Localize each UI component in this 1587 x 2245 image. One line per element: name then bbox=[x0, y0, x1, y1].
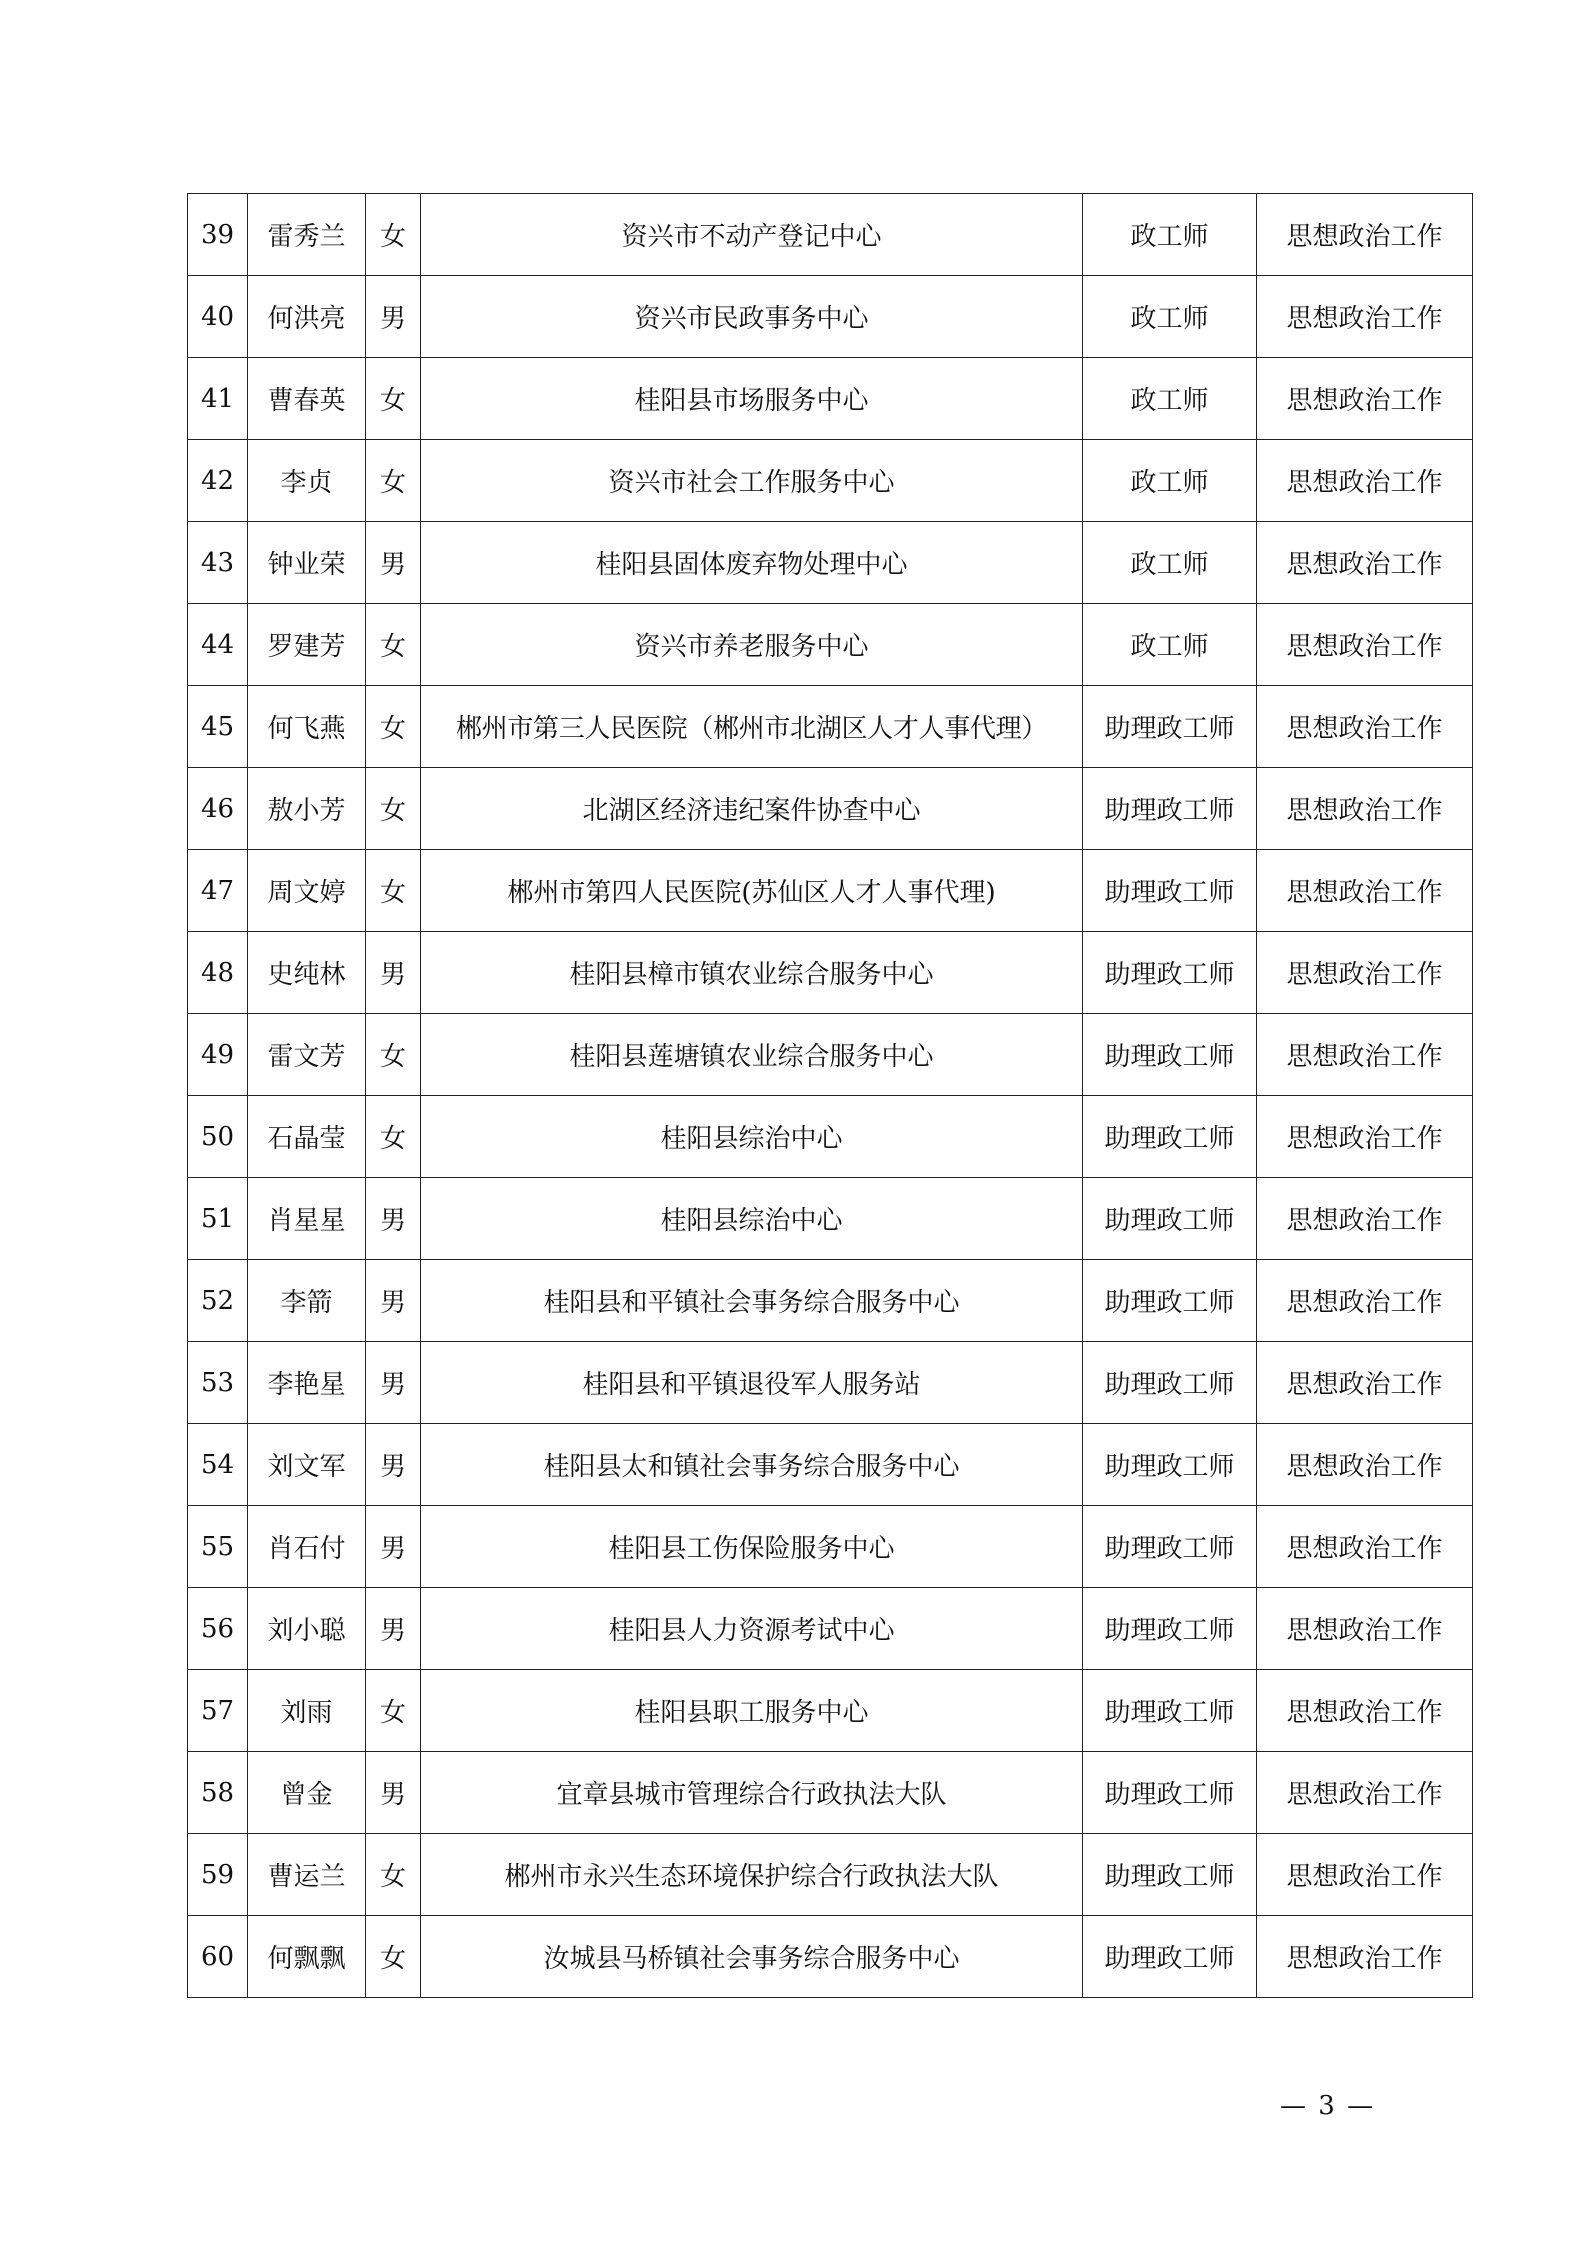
row-number-cell: 56 bbox=[188, 1588, 248, 1670]
field-cell: 思想政治工作 bbox=[1257, 1916, 1473, 1998]
sex-cell: 女 bbox=[366, 440, 421, 522]
name-cell: 钟业荣 bbox=[248, 522, 366, 604]
unit-cell: 资兴市养老服务中心 bbox=[421, 604, 1083, 686]
title-cell: 助理政工师 bbox=[1083, 932, 1257, 1014]
unit-cell: 资兴市民政事务中心 bbox=[421, 276, 1083, 358]
sex-cell: 男 bbox=[366, 1506, 421, 1588]
name-cell: 敖小芳 bbox=[248, 768, 366, 850]
row-number-cell: 55 bbox=[188, 1506, 248, 1588]
field-cell: 思想政治工作 bbox=[1257, 1670, 1473, 1752]
row-number-cell: 48 bbox=[188, 932, 248, 1014]
sex-cell: 男 bbox=[366, 276, 421, 358]
table-row bbox=[188, 604, 1473, 686]
title-cell: 政工师 bbox=[1083, 604, 1257, 686]
title-cell: 助理政工师 bbox=[1083, 1342, 1257, 1424]
name-cell: 曹运兰 bbox=[248, 1834, 366, 1916]
title-cell: 政工师 bbox=[1083, 194, 1257, 276]
sex-cell: 女 bbox=[366, 1014, 421, 1096]
table-row bbox=[188, 194, 1473, 276]
name-cell: 李贞 bbox=[248, 440, 366, 522]
field-cell: 思想政治工作 bbox=[1257, 1014, 1473, 1096]
sex-cell: 男 bbox=[366, 522, 421, 604]
field-cell: 思想政治工作 bbox=[1257, 358, 1473, 440]
title-cell: 政工师 bbox=[1083, 276, 1257, 358]
row-number-cell: 45 bbox=[188, 686, 248, 768]
field-cell: 思想政治工作 bbox=[1257, 1752, 1473, 1834]
row-number-cell: 43 bbox=[188, 522, 248, 604]
title-cell: 政工师 bbox=[1083, 358, 1257, 440]
name-cell: 曾金 bbox=[248, 1752, 366, 1834]
field-cell: 思想政治工作 bbox=[1257, 1506, 1473, 1588]
sex-cell: 女 bbox=[366, 604, 421, 686]
field-cell: 思想政治工作 bbox=[1257, 522, 1473, 604]
table-row bbox=[188, 850, 1473, 932]
unit-cell: 郴州市第四人民医院(苏仙区人才人事代理) bbox=[421, 850, 1083, 932]
title-cell: 助理政工师 bbox=[1083, 1588, 1257, 1670]
sex-cell: 女 bbox=[366, 1096, 421, 1178]
table-row bbox=[188, 1670, 1473, 1752]
row-number-cell: 46 bbox=[188, 768, 248, 850]
table-row bbox=[188, 1834, 1473, 1916]
table-row bbox=[188, 1342, 1473, 1424]
unit-cell: 宜章县城市管理综合行政执法大队 bbox=[421, 1752, 1083, 1834]
title-cell: 助理政工师 bbox=[1083, 1834, 1257, 1916]
row-number-cell: 59 bbox=[188, 1834, 248, 1916]
unit-cell: 桂阳县莲塘镇农业综合服务中心 bbox=[421, 1014, 1083, 1096]
title-cell: 助理政工师 bbox=[1083, 1014, 1257, 1096]
name-cell: 石晶莹 bbox=[248, 1096, 366, 1178]
name-cell: 刘小聪 bbox=[248, 1588, 366, 1670]
row-number-cell: 42 bbox=[188, 440, 248, 522]
table-row bbox=[188, 276, 1473, 358]
field-cell: 思想政治工作 bbox=[1257, 686, 1473, 768]
unit-cell: 郴州市第三人民医院（郴州市北湖区人才人事代理） bbox=[421, 686, 1083, 768]
unit-cell: 郴州市永兴生态环境保护综合行政执法大队 bbox=[421, 1834, 1083, 1916]
field-cell: 思想政治工作 bbox=[1257, 1834, 1473, 1916]
title-cell: 助理政工师 bbox=[1083, 1424, 1257, 1506]
title-cell: 助理政工师 bbox=[1083, 1670, 1257, 1752]
sex-cell: 男 bbox=[366, 1588, 421, 1670]
field-cell: 思想政治工作 bbox=[1257, 440, 1473, 522]
sex-cell: 女 bbox=[366, 358, 421, 440]
sex-cell: 男 bbox=[366, 1342, 421, 1424]
title-cell: 助理政工师 bbox=[1083, 1916, 1257, 1998]
unit-cell: 桂阳县樟市镇农业综合服务中心 bbox=[421, 932, 1083, 1014]
unit-cell: 桂阳县固体废弃物处理中心 bbox=[421, 522, 1083, 604]
title-cell: 助理政工师 bbox=[1083, 1096, 1257, 1178]
name-cell: 周文婷 bbox=[248, 850, 366, 932]
sex-cell: 男 bbox=[366, 1752, 421, 1834]
name-cell: 雷秀兰 bbox=[248, 194, 366, 276]
name-cell: 刘雨 bbox=[248, 1670, 366, 1752]
title-cell: 助理政工师 bbox=[1083, 686, 1257, 768]
table-row bbox=[188, 1588, 1473, 1670]
row-number-cell: 50 bbox=[188, 1096, 248, 1178]
unit-cell: 桂阳县市场服务中心 bbox=[421, 358, 1083, 440]
sex-cell: 女 bbox=[366, 1670, 421, 1752]
name-cell: 罗建芳 bbox=[248, 604, 366, 686]
sex-cell: 男 bbox=[366, 1260, 421, 1342]
table-row bbox=[188, 1014, 1473, 1096]
name-cell: 李箭 bbox=[248, 1260, 366, 1342]
name-cell: 肖石付 bbox=[248, 1506, 366, 1588]
sex-cell: 男 bbox=[366, 932, 421, 1014]
title-cell: 政工师 bbox=[1083, 440, 1257, 522]
unit-cell: 桂阳县工伤保险服务中心 bbox=[421, 1506, 1083, 1588]
table-row bbox=[188, 768, 1473, 850]
unit-cell: 汝城县马桥镇社会事务综合服务中心 bbox=[421, 1916, 1083, 1998]
name-cell: 何洪亮 bbox=[248, 276, 366, 358]
row-number-cell: 51 bbox=[188, 1178, 248, 1260]
table-row bbox=[188, 932, 1473, 1014]
name-cell: 史纯林 bbox=[248, 932, 366, 1014]
name-cell: 何飞燕 bbox=[248, 686, 366, 768]
table-row bbox=[188, 1916, 1473, 1998]
sex-cell: 女 bbox=[366, 1834, 421, 1916]
title-cell: 助理政工师 bbox=[1083, 1260, 1257, 1342]
table-row bbox=[188, 1178, 1473, 1260]
row-number-cell: 57 bbox=[188, 1670, 248, 1752]
field-cell: 思想政治工作 bbox=[1257, 1342, 1473, 1424]
page-number: — 3 — bbox=[1280, 2091, 1376, 2121]
row-number-cell: 54 bbox=[188, 1424, 248, 1506]
sex-cell: 女 bbox=[366, 768, 421, 850]
table-row bbox=[188, 440, 1473, 522]
unit-cell: 桂阳县太和镇社会事务综合服务中心 bbox=[421, 1424, 1083, 1506]
name-cell: 雷文芳 bbox=[248, 1014, 366, 1096]
table-row bbox=[188, 1096, 1473, 1178]
sex-cell: 女 bbox=[366, 1916, 421, 1998]
row-number-cell: 53 bbox=[188, 1342, 248, 1424]
unit-cell: 桂阳县综治中心 bbox=[421, 1178, 1083, 1260]
row-number-cell: 41 bbox=[188, 358, 248, 440]
name-cell: 何飘飘 bbox=[248, 1916, 366, 1998]
field-cell: 思想政治工作 bbox=[1257, 1260, 1473, 1342]
table-body bbox=[188, 194, 1473, 1998]
sex-cell: 男 bbox=[366, 1424, 421, 1506]
title-cell: 助理政工师 bbox=[1083, 1752, 1257, 1834]
table-row bbox=[188, 1506, 1473, 1588]
table-row bbox=[188, 1752, 1473, 1834]
field-cell: 思想政治工作 bbox=[1257, 768, 1473, 850]
field-cell: 思想政治工作 bbox=[1257, 850, 1473, 932]
table-row bbox=[188, 358, 1473, 440]
unit-cell: 桂阳县职工服务中心 bbox=[421, 1670, 1083, 1752]
sex-cell: 男 bbox=[366, 1178, 421, 1260]
name-cell: 李艳星 bbox=[248, 1342, 366, 1424]
title-cell: 助理政工师 bbox=[1083, 1506, 1257, 1588]
field-cell: 思想政治工作 bbox=[1257, 1096, 1473, 1178]
unit-cell: 桂阳县综治中心 bbox=[421, 1096, 1083, 1178]
name-cell: 肖星星 bbox=[248, 1178, 366, 1260]
name-cell: 曹春英 bbox=[248, 358, 366, 440]
row-number-cell: 52 bbox=[188, 1260, 248, 1342]
field-cell: 思想政治工作 bbox=[1257, 604, 1473, 686]
field-cell: 思想政治工作 bbox=[1257, 1178, 1473, 1260]
title-cell: 政工师 bbox=[1083, 522, 1257, 604]
sex-cell: 女 bbox=[366, 686, 421, 768]
unit-cell: 桂阳县和平镇退役军人服务站 bbox=[421, 1342, 1083, 1424]
field-cell: 思想政治工作 bbox=[1257, 194, 1473, 276]
table-row bbox=[188, 1424, 1473, 1506]
row-number-cell: 40 bbox=[188, 276, 248, 358]
field-cell: 思想政治工作 bbox=[1257, 932, 1473, 1014]
sex-cell: 女 bbox=[366, 194, 421, 276]
name-cell: 刘文军 bbox=[248, 1424, 366, 1506]
unit-cell: 桂阳县和平镇社会事务综合服务中心 bbox=[421, 1260, 1083, 1342]
title-cell: 助理政工师 bbox=[1083, 1178, 1257, 1260]
row-number-cell: 44 bbox=[188, 604, 248, 686]
unit-cell: 桂阳县人力资源考试中心 bbox=[421, 1588, 1083, 1670]
row-number-cell: 49 bbox=[188, 1014, 248, 1096]
table-row bbox=[188, 522, 1473, 604]
title-cell: 助理政工师 bbox=[1083, 768, 1257, 850]
unit-cell: 资兴市社会工作服务中心 bbox=[421, 440, 1083, 522]
field-cell: 思想政治工作 bbox=[1257, 276, 1473, 358]
table-row bbox=[188, 686, 1473, 768]
row-number-cell: 58 bbox=[188, 1752, 248, 1834]
title-cell: 助理政工师 bbox=[1083, 850, 1257, 932]
field-cell: 思想政治工作 bbox=[1257, 1588, 1473, 1670]
unit-cell: 资兴市不动产登记中心 bbox=[421, 194, 1083, 276]
sex-cell: 女 bbox=[366, 850, 421, 932]
row-number-cell: 39 bbox=[188, 194, 248, 276]
unit-cell: 北湖区经济违纪案件协查中心 bbox=[421, 768, 1083, 850]
personnel-table bbox=[187, 193, 1473, 1998]
row-number-cell: 47 bbox=[188, 850, 248, 932]
field-cell: 思想政治工作 bbox=[1257, 1424, 1473, 1506]
table-row bbox=[188, 1260, 1473, 1342]
row-number-cell: 60 bbox=[188, 1916, 248, 1998]
